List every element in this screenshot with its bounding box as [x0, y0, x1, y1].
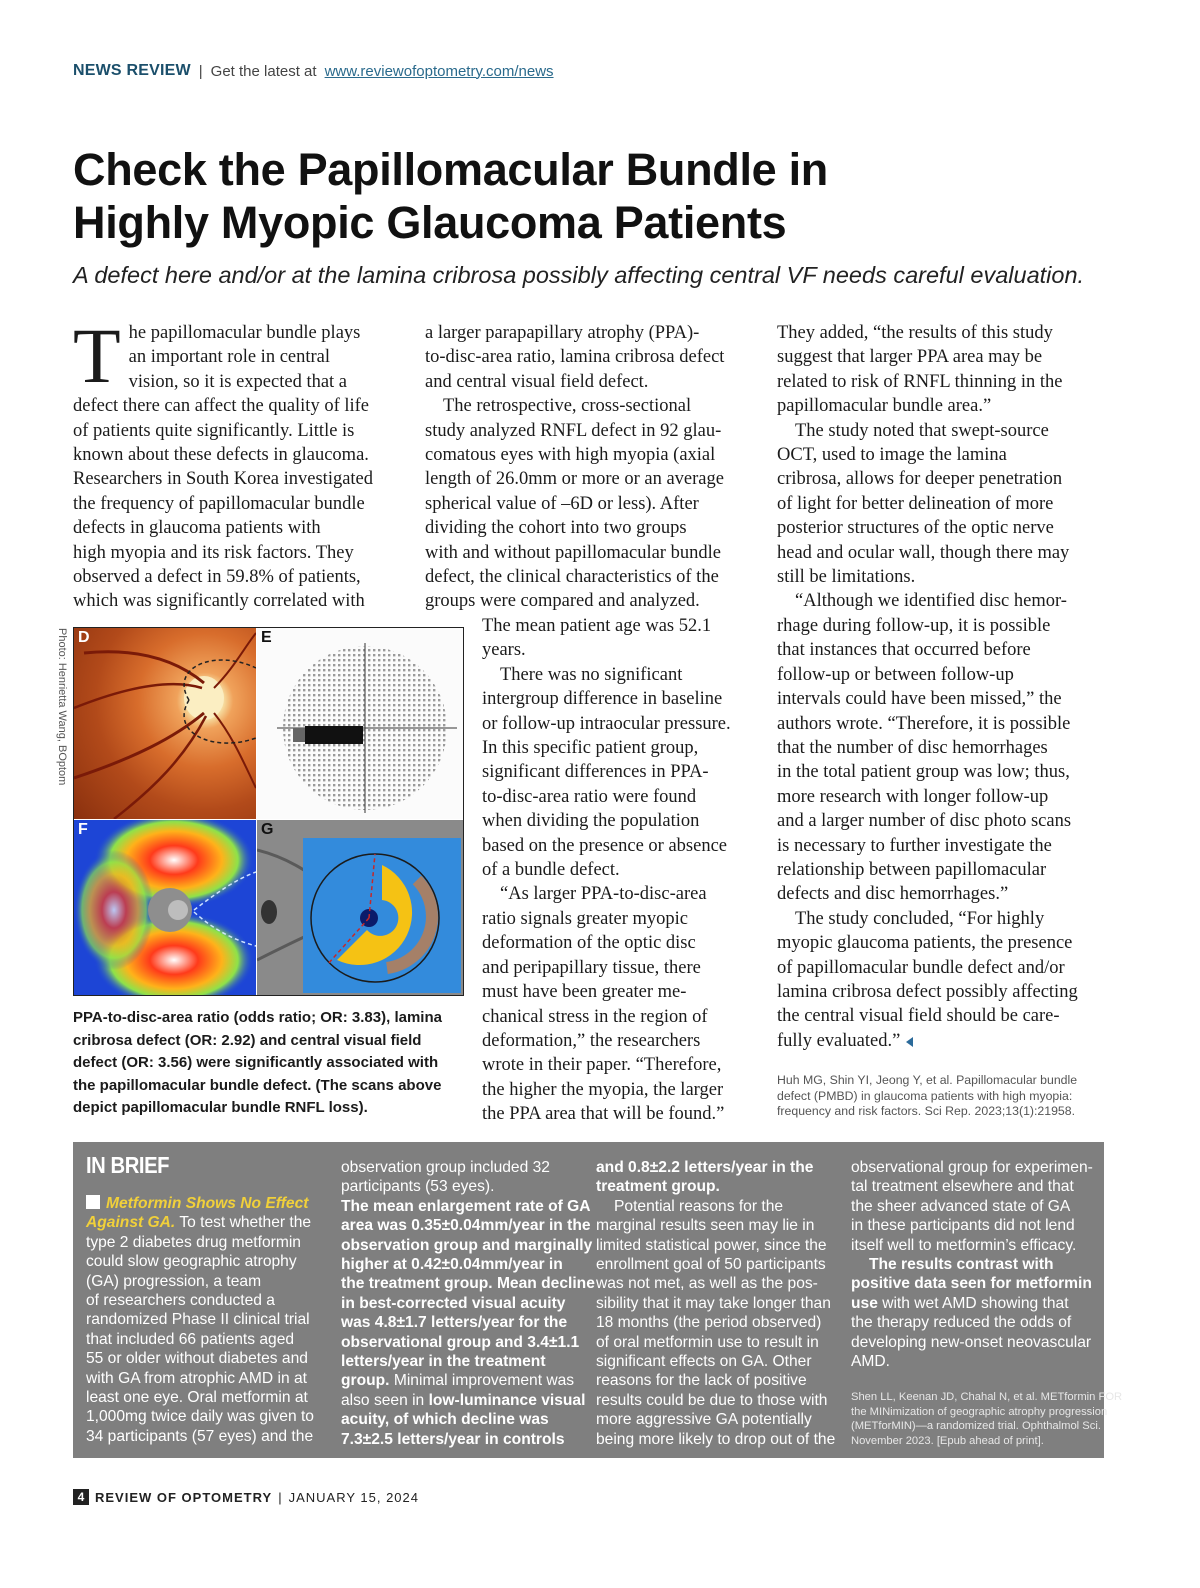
caption-line: PPA-to-disc-area ratio (odds ratio; OR: 3.83), lamina: [73, 1009, 442, 1026]
body-line: They added, “the results of this study: [777, 323, 1053, 343]
panel-label-f: F: [78, 821, 88, 838]
body-line: ratio signals greater myopic: [482, 908, 689, 929]
brief-line: observation group included 32: [341, 1159, 550, 1176]
article-reference: [777, 1073, 1097, 1120]
reference-line: (METforMIN)—a randomized trial. Ophthalmol Sci.: [851, 1420, 1101, 1432]
figure-caption: [73, 1007, 468, 1120]
body-line: deformation,” the researchers: [482, 1030, 701, 1051]
brief-line: 18 months (the period observed): [596, 1314, 822, 1332]
brief-line: Minimal improvement was: [389, 1372, 575, 1390]
article-column-2-continued: [482, 614, 757, 1127]
panel-label-g: G: [261, 821, 274, 838]
body-line: groups were compared and analyzed.: [425, 591, 700, 612]
caption-line: the papillomacular bundle defect. (The scans above: [73, 1076, 442, 1094]
brief-line: AMD.: [851, 1353, 890, 1371]
brief-line: was 4.8±1.7 letters/year for the: [341, 1314, 568, 1332]
body-line: papillomacular bundle area.”: [777, 396, 992, 417]
rnfl-heatmap: [74, 820, 256, 996]
in-brief-column-2: [341, 1158, 595, 1449]
body-line: “As larger PPA-to-disc-area: [500, 884, 707, 905]
in-brief-column-1: [86, 1194, 314, 1446]
body-line: in the total patient group was low; thus,: [777, 762, 1070, 783]
body-line: intergroup difference in baseline: [482, 689, 723, 710]
body-line: rhage during follow-up, it is possible: [777, 615, 1051, 636]
body-line: which was significantly correlated with: [73, 591, 365, 612]
brief-line: could slow geographic atrophy: [86, 1253, 297, 1271]
body-line: is necessary to further investigate the: [777, 835, 1052, 856]
body-line: suggest that larger PPA area may be: [777, 347, 1043, 368]
brief-line: 1,000mg twice daily was given to: [86, 1408, 314, 1426]
body-line: of papillomacular bundle defect and/or: [777, 957, 1065, 978]
visual-field-plot: [257, 628, 464, 819]
brief-line: Potential reasons for the: [614, 1197, 784, 1215]
panel-label-e: E: [261, 629, 272, 646]
brief-line: also seen in: [341, 1391, 429, 1409]
title-line: Highly Myopic Glaucoma Patients: [73, 197, 787, 248]
brief-line: The mean enlargement rate of GA: [341, 1197, 591, 1215]
brief-line: letters/year in the treatment: [341, 1353, 546, 1371]
body-line: to-disc-area ratio, lamina cribrosa defect: [425, 347, 725, 368]
issue-date: JANUARY 15, 2024: [288, 1489, 420, 1505]
brief-line: in these participants did not lend: [851, 1217, 1075, 1235]
body-line: of patients quite significantly. Little is: [73, 420, 355, 441]
body-line: intervals could have been missed,” the: [777, 689, 1062, 710]
publication-name: REVIEW OF OPTOMETRY: [95, 1489, 273, 1505]
body-line: significant differences in PPA-: [482, 762, 709, 783]
body-line: of light for better delineation of more: [777, 493, 1054, 514]
body-line: There was no significant: [500, 664, 683, 685]
oct-map: [257, 820, 464, 996]
caption-line: cribrosa defect (OR: 2.92) and central visual field: [73, 1031, 422, 1049]
body-line: myopic glaucoma patients, the presence: [777, 933, 1073, 954]
brief-line: randomized Phase II clinical trial: [86, 1311, 310, 1329]
body-line: “Although we identified disc hemor-: [795, 591, 1067, 612]
body-line: high myopia and its risk factors. They: [73, 542, 354, 563]
body-line: defect, the clinical characteristics of the: [425, 567, 719, 588]
reference-line: November 2023. [Epub ahead of print].: [851, 1434, 1044, 1447]
brief-line: significant effects on GA. Other: [596, 1353, 812, 1371]
brief-line: in best-corrected visual acuity: [341, 1294, 566, 1312]
body-line: wrote in their paper. “Therefore,: [482, 1055, 722, 1076]
page-footer: [73, 1489, 419, 1505]
brief-line: and 0.8±2.2 letters/year in the: [596, 1159, 814, 1176]
body-line: Researchers in South Korea investigated: [73, 469, 374, 490]
article-column-3: [777, 321, 1107, 1053]
visual-field-grid: [257, 628, 464, 819]
body-line: related to risk of RNFL thinning in the: [777, 371, 1063, 392]
body-line: and peripapillary tissue, there: [482, 957, 701, 978]
brief-line: participants (53 eyes).: [341, 1178, 495, 1196]
brief-line: type 2 diabetes drug metformin: [86, 1233, 301, 1251]
brief-headline-line: [86, 1194, 314, 1213]
brief-line: observation group and marginally: [341, 1236, 593, 1254]
in-brief-title: IN BRIEF: [86, 1152, 170, 1178]
brief-line: use: [851, 1294, 878, 1312]
brief-line: higher at 0.42±0.04mm/year in: [341, 1256, 563, 1274]
body-line: based on the presence or absence: [482, 835, 728, 856]
body-line: that the number of disc hemorrhages: [777, 737, 1048, 758]
body-line: The study noted that swept-source: [795, 420, 1049, 441]
brief-line: reasons for the lack of positive: [596, 1372, 807, 1390]
body-line: In this specific patient group,: [482, 738, 699, 759]
brief-line: The results contrast with: [869, 1256, 1054, 1274]
rnfl-thickness-map: [74, 820, 256, 996]
body-line: spherical value of –6D or less). After: [425, 493, 699, 514]
body-line: comatous eyes with high myopia (axial: [425, 445, 716, 466]
news-link[interactable]: www.reviewofoptometry.com/news: [324, 62, 554, 80]
body-line: the higher the myopia, the larger: [482, 1079, 724, 1100]
fundus-photo: [74, 628, 256, 819]
end-mark-icon: [906, 1037, 913, 1047]
body-line: years.: [482, 640, 526, 661]
body-line: authors wrote. “Therefore, it is possible: [777, 713, 1071, 734]
photo-credit: Photo: Henrietta Wang, BOptom: [56, 628, 68, 786]
body-line: cribrosa, allows for deeper penetration: [777, 469, 1063, 490]
panel-label-d: D: [78, 629, 90, 646]
body-line: length of 26.0mm or more or an average: [425, 469, 724, 490]
brief-line: being more likely to drop out of the: [596, 1430, 836, 1448]
brief-line: with wet AMD showing that: [877, 1294, 1069, 1312]
body-line: chanical stress in the region of: [482, 1006, 708, 1027]
brief-line: the treatment group. Mean decline: [341, 1275, 595, 1293]
brief-headline-line: [86, 1213, 314, 1232]
body-line: more research with longer follow-up: [777, 786, 1049, 807]
footer-separator: |: [278, 1489, 283, 1505]
page-number: 4: [73, 1489, 89, 1505]
body-line: he papillomacular bundle plays: [128, 323, 361, 343]
brief-line: treatment group.: [596, 1178, 720, 1196]
brief-headline: Metformin Shows No Effect: [106, 1195, 309, 1212]
body-line: a larger parapapillary atrophy (PPA)-: [425, 323, 700, 343]
body-line: still be limitations.: [777, 567, 916, 588]
body-line: an important role in central: [128, 347, 331, 368]
brief-line: developing new-onset neovascular: [851, 1333, 1092, 1351]
section-header: [73, 62, 554, 80]
article-deck: A defect here and/or at the lamina cribrosa possibly affecting central VF needs careful evaluation.: [73, 262, 1085, 288]
body-line: lamina cribrosa defect possibly affecting: [777, 981, 1078, 1002]
article-column-2: [425, 321, 755, 614]
brief-line: with GA from atrophic AMD in at: [86, 1369, 307, 1387]
body-line: relationship between papillomacular: [777, 859, 1047, 880]
body-line: and central visual field defect.: [425, 371, 649, 392]
brief-line: 34 participants (57 eyes) and the: [86, 1427, 314, 1445]
header-separator: |: [198, 62, 203, 80]
in-brief-column-3: [596, 1158, 835, 1449]
brief-line: limited statistical power, since the: [596, 1236, 827, 1254]
body-line: when dividing the population: [482, 811, 700, 832]
body-line-end: [777, 1029, 1107, 1053]
body-line: The retrospective, cross-sectional: [443, 396, 692, 417]
reference-line: Shen LL, Keenan JD, Chahal N, et al. METformin FOR: [851, 1391, 1123, 1403]
fundus-vessels: [74, 628, 256, 819]
body-line: defects in glaucoma patients with: [73, 518, 321, 539]
body-line: of a bundle defect.: [482, 860, 620, 881]
brief-line: positive data seen for metformin: [851, 1275, 1092, 1293]
brief-line: group.: [341, 1372, 390, 1390]
drop-cap: T: [73, 312, 121, 399]
brief-line: 55 or older without diabetes and: [86, 1350, 308, 1368]
body-line: head and ocular wall, though there may: [777, 542, 1070, 563]
reference-line: defect (PMBD) in glaucoma patients with high myopia:: [777, 1088, 1073, 1103]
body-line: defects and disc hemorrhages.”: [777, 884, 1009, 905]
brief-line: least one eye. Oral metformin at: [86, 1389, 308, 1407]
brief-line: was not met, as well as the pos-: [596, 1275, 818, 1293]
body-line: or follow-up intraocular pressure.: [482, 713, 731, 734]
brief-line: observational group for experimen-: [851, 1159, 1093, 1176]
brief-line: observational group and 3.4±1.1: [341, 1333, 580, 1351]
body-line: must have been greater me-: [482, 982, 687, 1003]
header-tagline: Get the latest at: [210, 62, 317, 80]
body-line: observed a defect in 59.8% of patients,: [73, 567, 361, 588]
brief-line: 7.3±2.5 letters/year in controls: [341, 1430, 565, 1448]
brief-line: the sheer advanced state of GA: [851, 1197, 1071, 1215]
brief-line: (GA) progression, a team: [86, 1272, 262, 1290]
brief-line: more aggressive GA potentially: [596, 1411, 812, 1429]
brief-headline-cont: Against GA.: [86, 1214, 176, 1232]
brief-line: sibility that it may take longer than: [596, 1294, 831, 1312]
body-line: posterior structures of the optic nerve: [777, 518, 1054, 539]
reference-line: Huh MG, Shin YI, Jeong Y, et al. Papillomacular bundle: [777, 1073, 1078, 1087]
body-line: the frequency of papillomacular bundle: [73, 493, 365, 514]
title-line: Check the Papillomacular Bundle in: [73, 144, 828, 195]
article-title: [73, 143, 1133, 249]
body-line: to-disc-area ratio were found: [482, 786, 697, 807]
in-brief-reference: [851, 1390, 1122, 1448]
article-column-1: [73, 312, 403, 614]
oct-overlay: [257, 820, 464, 996]
bullet-square-icon: [86, 1195, 100, 1209]
brief-line: the therapy reduced the odds of: [851, 1314, 1072, 1332]
brief-line: itself well to metformin’s efficacy.: [851, 1236, 1077, 1254]
reference-line: the MINimization of geographic atrophy progression: [851, 1405, 1108, 1418]
brief-line: of oral metformin use to result in: [596, 1333, 819, 1351]
body-line: dividing the cohort into two groups: [425, 518, 687, 539]
body-line: vision, so it is expected that a: [128, 371, 348, 392]
brief-line: tal treatment elsewhere and that: [851, 1178, 1074, 1196]
body-line: fully evaluated.”: [777, 1030, 901, 1051]
brief-line: area was 0.35±0.04mm/year in the: [341, 1217, 591, 1235]
body-line: OCT, used to image the lamina: [777, 445, 1007, 466]
body-line: and a larger number of disc photo scans: [777, 811, 1072, 832]
body-line: defect there can affect the quality of life: [73, 396, 370, 417]
section-label: NEWS REVIEW: [73, 62, 191, 79]
body-line: study analyzed RNFL defect in 92 glau-: [425, 420, 722, 441]
body-line: that instances that occurred before: [777, 640, 1031, 661]
caption-line: defect (OR: 3.56) were significantly associated with: [73, 1054, 439, 1071]
body-line: the central visual field should be care-: [777, 1006, 1060, 1027]
body-line: known about these defects in glaucoma.: [73, 445, 369, 466]
caption-line: depict papillomacular bundle RNFL loss).: [73, 1099, 368, 1116]
brief-line: low-luminance visual: [428, 1391, 586, 1409]
body-line: the PPA area that will be found.”: [482, 1104, 725, 1125]
body-line: with and without papillomacular bundle: [425, 542, 721, 563]
brief-lead: To test whether the: [179, 1214, 312, 1232]
body-line: follow-up or between follow-up: [777, 664, 1014, 685]
body-line: The mean patient age was 52.1: [482, 616, 712, 636]
brief-line: enrollment goal of 50 participants: [596, 1256, 826, 1274]
brief-line: of researchers conducted a: [86, 1292, 275, 1310]
figure-panels: [73, 627, 464, 996]
brief-line: that included 66 patients aged: [86, 1330, 295, 1348]
reference-line: frequency and risk factors. Sci Rep. 2023;13(1):21958.: [777, 1104, 1076, 1119]
in-brief-column-4: [851, 1158, 1093, 1371]
body-line: deformation of the optic disc: [482, 933, 696, 954]
in-brief-box: [73, 1142, 1123, 1458]
brief-line: results could be due to those with: [596, 1391, 828, 1409]
brief-line: acuity, of which decline was: [341, 1411, 549, 1429]
body-line: The study concluded, “For highly: [795, 908, 1045, 929]
brief-line: marginal results seen may lie in: [596, 1217, 815, 1235]
